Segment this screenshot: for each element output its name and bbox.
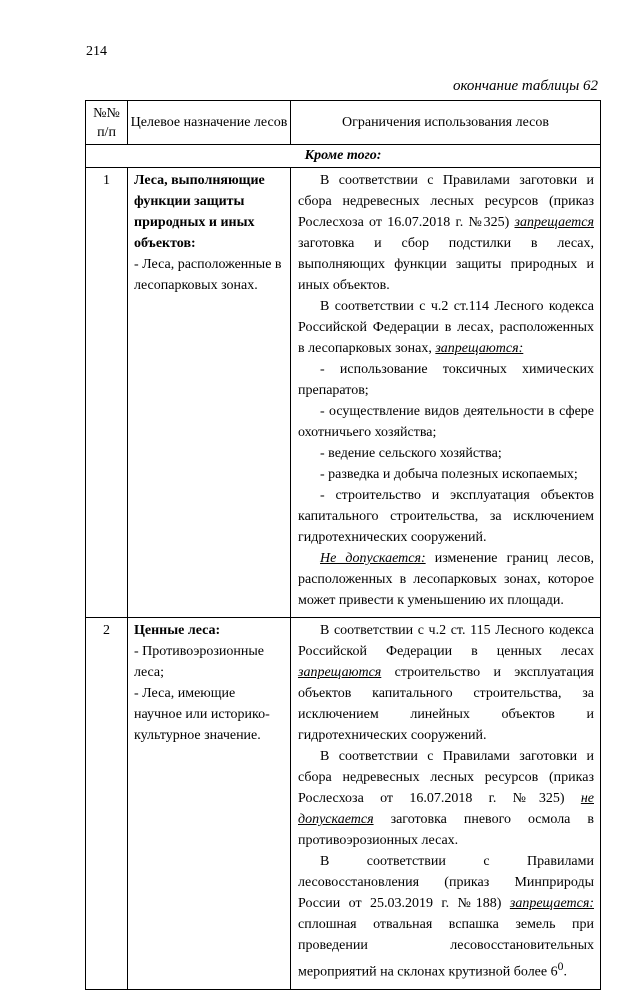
restriction-paragraph: В соответствии с Правилами заготовки и сбора недревесных лесных ресурсов (приказ Рослесхоза от 16.07.2018 г. №325) запрещается заготовка и сбор подстилки в лесах, выполняющих функции защиты природных и иных объектов. — [298, 173, 594, 293]
restriction-paragraph: Не допускается: изменение границ лесов, расположенных в лесопарковых зонах, которое может привести к уменьшению их площади. — [298, 551, 594, 608]
restrictions-table — [85, 100, 601, 990]
table-row — [86, 618, 601, 990]
restriction-list-item: - осуществление видов деятельности в сфере охотничьего хозяйства; — [298, 404, 594, 440]
restriction-paragraph: В соответствии с Правилами лесовосстановления (приказ Минприроды России от 25.03.2019 г. №188) запрещается: сплошная отвальная вспашка земель при проведении лесовосстановительных мероприятий на склонах крутизной более $6^0$. — [298, 854, 594, 980]
emphasis-not-allowed: Не допускается: — [320, 551, 426, 566]
subheader-besides: Кроме того: — [86, 145, 601, 168]
purpose-title: Ценные леса: — [134, 623, 221, 638]
header-purpose: Целевое назначение лесов — [128, 101, 291, 145]
row-number: 2 — [86, 618, 128, 990]
header-number: №№ п/п — [86, 101, 128, 145]
emphasis-forbidden: запрещаются — [298, 665, 382, 680]
row-purpose — [128, 168, 291, 618]
purpose-title: Леса, выполняющие функции защиты природных и иных объектов: — [134, 173, 265, 251]
restriction-paragraph: В соответствии с ч.2 ст.114 Лесного кодекса Российской Федерации в лесах, расположенных в лесопарковых зонах, запрещаются: — [298, 299, 594, 356]
row-restrictions — [291, 168, 601, 618]
row-restrictions — [291, 618, 601, 990]
restriction-list-item: - использование токсичных химических препаратов; — [298, 362, 594, 398]
restriction-list-item: - строительство и эксплуатация объектов капитального строительства, за исключением гидротехнических сооружений. — [298, 488, 594, 545]
restriction-paragraph: В соответствии с ч.2 ст. 115 Лесного кодекса Российской Федерации в ценных лесах запрещаются строительство и эксплуатация объектов капитального строительства, за исключением линейных объектов и гидротехнических сооружений. — [298, 623, 594, 743]
emphasis-forbidden: запрещается: — [509, 896, 594, 911]
table-subheader-row — [86, 145, 601, 168]
restriction-list-item: - ведение сельского хозяйства; — [320, 446, 502, 461]
degree-superscript: 0 — [557, 960, 564, 973]
page-number: 214 — [86, 44, 107, 59]
table-header-row — [86, 101, 601, 145]
restriction-paragraph: В соответствии с Правилами заготовки и сбора недревесных лесных ресурсов (приказ Рослесхоза от 16.07.2018 г. №325) не допускается заготовка пневого осмола в противоэрозионных лесах. — [298, 749, 594, 848]
purpose-item: - Леса, расположенные в лесопарковых зонах. — [134, 257, 282, 293]
purpose-item: - Леса, имеющие научное или историко-культурное значение. — [134, 686, 270, 743]
table-row — [86, 168, 601, 618]
row-purpose — [128, 618, 291, 990]
emphasis-forbidden: запрещается — [514, 215, 594, 230]
header-restrictions: Ограничения использования лесов — [291, 101, 601, 145]
emphasis-forbidden: запрещаются: — [435, 341, 524, 356]
restriction-list-item: - разведка и добыча полезных ископаемых; — [320, 467, 578, 482]
purpose-item: - Противоэрозионные леса; — [134, 644, 265, 680]
table-caption: окончание таблицы 62 — [452, 78, 598, 94]
row-number: 1 — [86, 168, 128, 618]
emphasis-not-allowed: не допускается — [298, 791, 594, 827]
